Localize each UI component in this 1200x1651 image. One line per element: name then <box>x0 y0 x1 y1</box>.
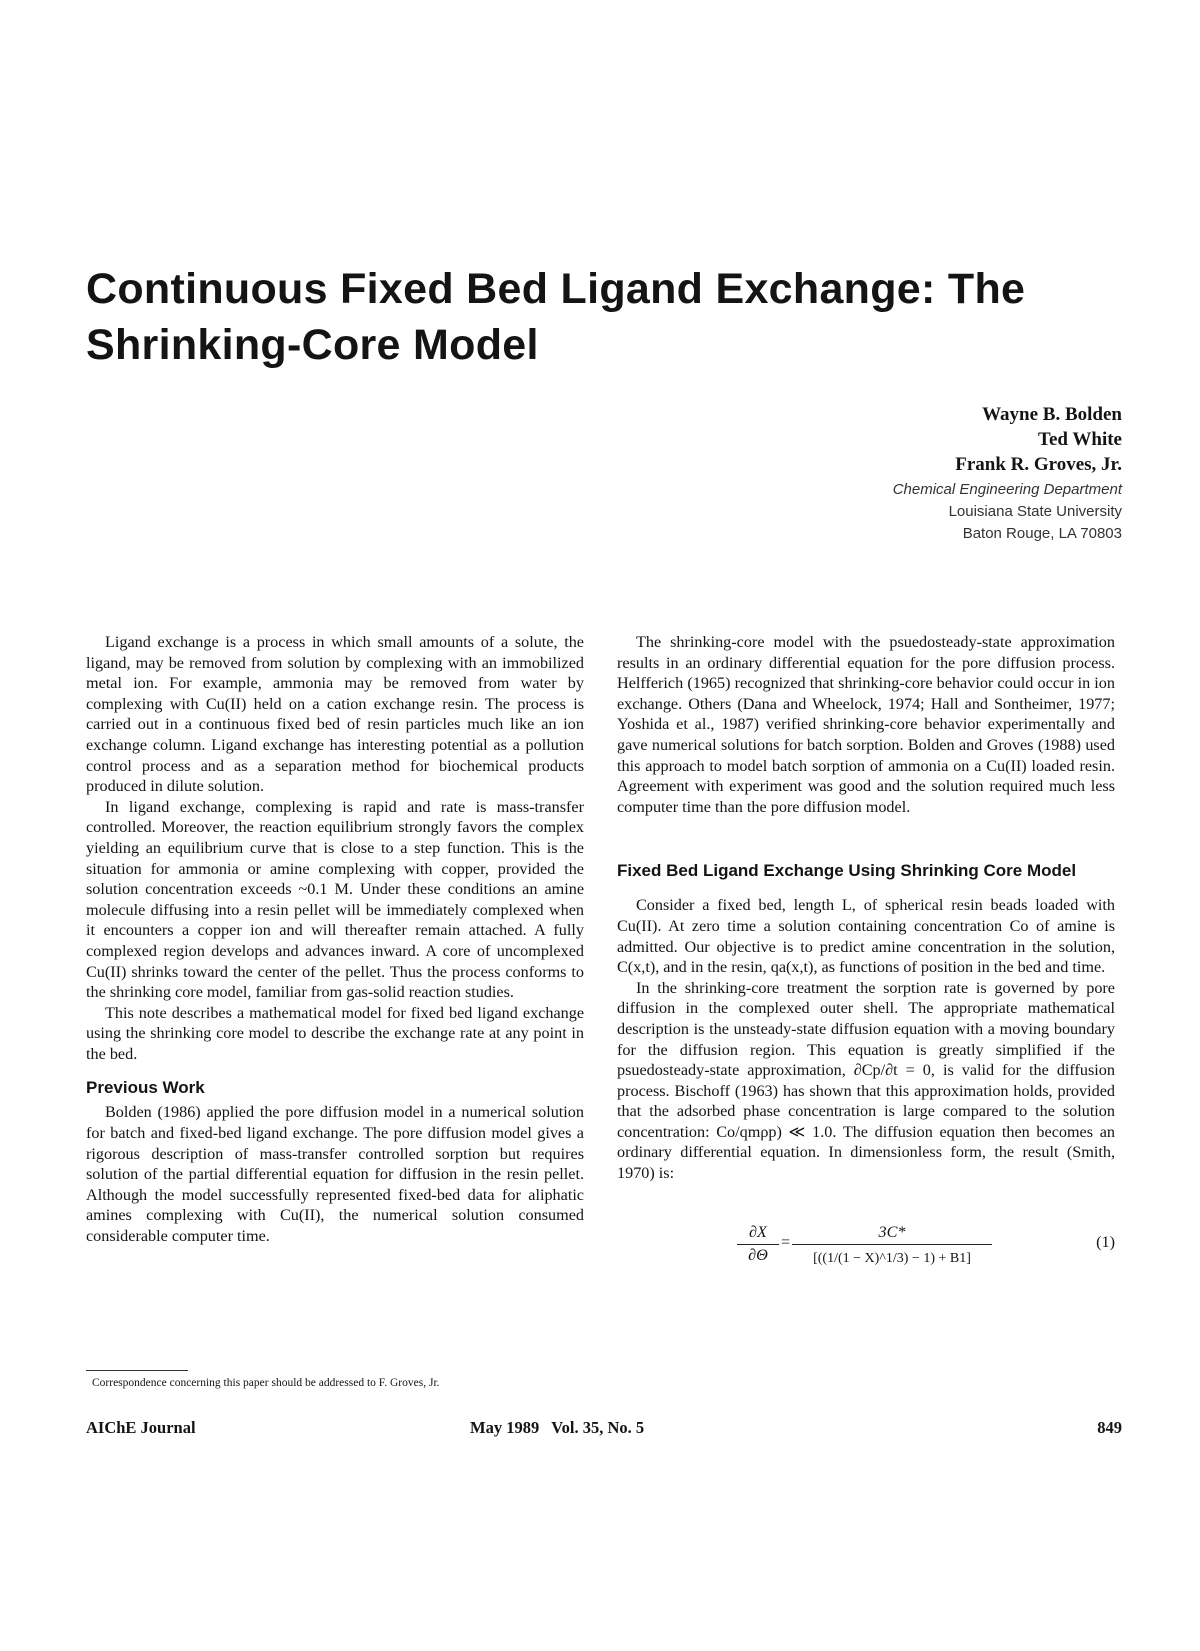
right-column <box>617 632 1115 1300</box>
equation-lhs-numerator: ∂X <box>737 1222 779 1246</box>
equation-rhs-denominator: [((1/(1 − X)^1/3) − 1) + B1] <box>813 1251 971 1267</box>
author-list <box>955 402 1122 477</box>
body-paragraph: Consider a fixed bed, length L, of spherical resin beads loaded with Cu(II). At zero time a solution containing concentration Co of amine is admitted. Our objective is to predict amine concentration in the solution, C(x,t), and in the resin, qa(x,t), as functions of position in the bed and time. <box>617 896 1115 977</box>
equation-rhs-numerator: 3C* <box>792 1222 992 1246</box>
body-paragraph: In ligand exchange, complexing is rapid and rate is mass-transfer controlled. Moreover, the reaction equilibrium strongly favors the complex yielding an equilibrium curve that is close to a step function. This is the situation for ammonia or amine complexing with copper, provided the solution concentration exceeds ~0.1 M. Under these conditions an amine molecule diffusing into a resin pellet will be immediately complexed when it encounters a copper ion and will thereafter remain attached. A fully complexed region develops and advances inward. A core of uncomplexed Cu(II) shrinks toward the center of the pellet. Thus the process conforms to the shrinking core model, familiar from gas-solid reaction studies. <box>86 797 584 1002</box>
equation-rhs <box>792 1222 992 1270</box>
body-paragraph: Ligand exchange is a process in which small amounts of a solute, the ligand, may be removed from solution by complexing with an immobilized metal ion. For example, ammonia may be removed from water by complexing with Cu(II) held on a cation exchange resin. The process is carried out in a continuous fixed bed of resin particles much like an ion exchange column. Ligand exchange has interesting potential as a pollution control process and as a separation method for biochemical products produced in dilute solution. <box>86 633 584 796</box>
affiliation-department: Chemical Engineering Department <box>892 481 1122 498</box>
affiliation-address: Baton Rouge, LA 70803 <box>962 525 1122 542</box>
equation-number: (1) <box>1096 1232 1115 1251</box>
body-paragraph: In the shrinking-core treatment the sorption rate is governed by pore diffusion in the complexed outer shell. The appropriate mathematical description is the unsteady-state diffusion equation with a moving boundary for the diffusion region. This equation is greatly simplified if the psuedosteady-state approximation, ∂Cp/∂t = 0, is valid for the diffusion process. Bischoff (1963) has shown that this approximation holds, provided that the adsorbed phase concentration is large compared to the solution concentration: Co/qmρp) ≪ 1.0. The diffusion equation then becomes an ordinary differential equation. In dimensionless form, the result (Smith, 1970) is: <box>617 978 1115 1183</box>
equation-lhs-denominator: ∂Θ <box>748 1246 768 1265</box>
affiliation <box>893 479 1122 545</box>
paper-title: Continuous Fixed Bed Ligand Exchange: The Shrinking-Core Model <box>86 264 1026 369</box>
equals-sign: = <box>781 1232 791 1251</box>
issue-info: May 1989 Vol. 35, No. 5 <box>470 1418 645 1437</box>
journal-name: AIChE Journal <box>86 1418 196 1437</box>
equation-1 <box>617 1220 1115 1300</box>
body-paragraph: The shrinking-core model with the psuedosteady-state approximation results in an ordinary differential equation for the pore diffusion process. Helfferich (1965) recognized that shrinking-core behavior could occur in ion exchange. Others (Dana and Wheelock, 1974; Hall and Sontheimer, 1977; Yoshida et al., 1987) verified shrinking-core behavior experimentally and gave numerical solutions for batch sorption. Bolden and Groves (1988) used this approach to model batch sorption of ammonia on a Cu(II) loaded resin. Agreement with experiment was good and the solution required much less computer time than the pore diffusion model. <box>617 633 1115 816</box>
body-paragraph: This note describes a mathematical model for fixed bed ligand exchange using the shrinking core model to describe the exchange rate at any point in the bed. <box>86 1003 584 1063</box>
section-heading: Previous Work <box>86 1078 205 1098</box>
author-name: Frank R. Groves, Jr. <box>955 454 1122 475</box>
author-name: Wayne B. Bolden <box>982 404 1122 425</box>
equation-lhs <box>737 1222 779 1266</box>
left-column <box>86 632 584 1247</box>
footnote-rule <box>86 1370 188 1371</box>
affiliation-university: Louisiana State University <box>948 503 1122 520</box>
section-heading: Fixed Bed Ligand Exchange Using Shrinking Core Model <box>617 861 1077 881</box>
body-paragraph: Bolden (1986) applied the pore diffusion model in a numerical solution for batch and fixed-bed ligand exchange. The pore diffusion model gives a rigorous description of mass-transfer controlled sorption but requires solution of the partial differential equation for diffusion in the resin pellet. Although the model successfully represented fixed-bed data for aliphatic amines complexing with Cu(II), the numerical solution consumed considerable computer time. <box>86 1103 584 1246</box>
footnote: Correspondence concerning this paper should be addressed to F. Groves, Jr. <box>92 1377 440 1389</box>
page-number: 849 <box>1097 1418 1122 1437</box>
author-name: Ted White <box>1038 429 1122 450</box>
